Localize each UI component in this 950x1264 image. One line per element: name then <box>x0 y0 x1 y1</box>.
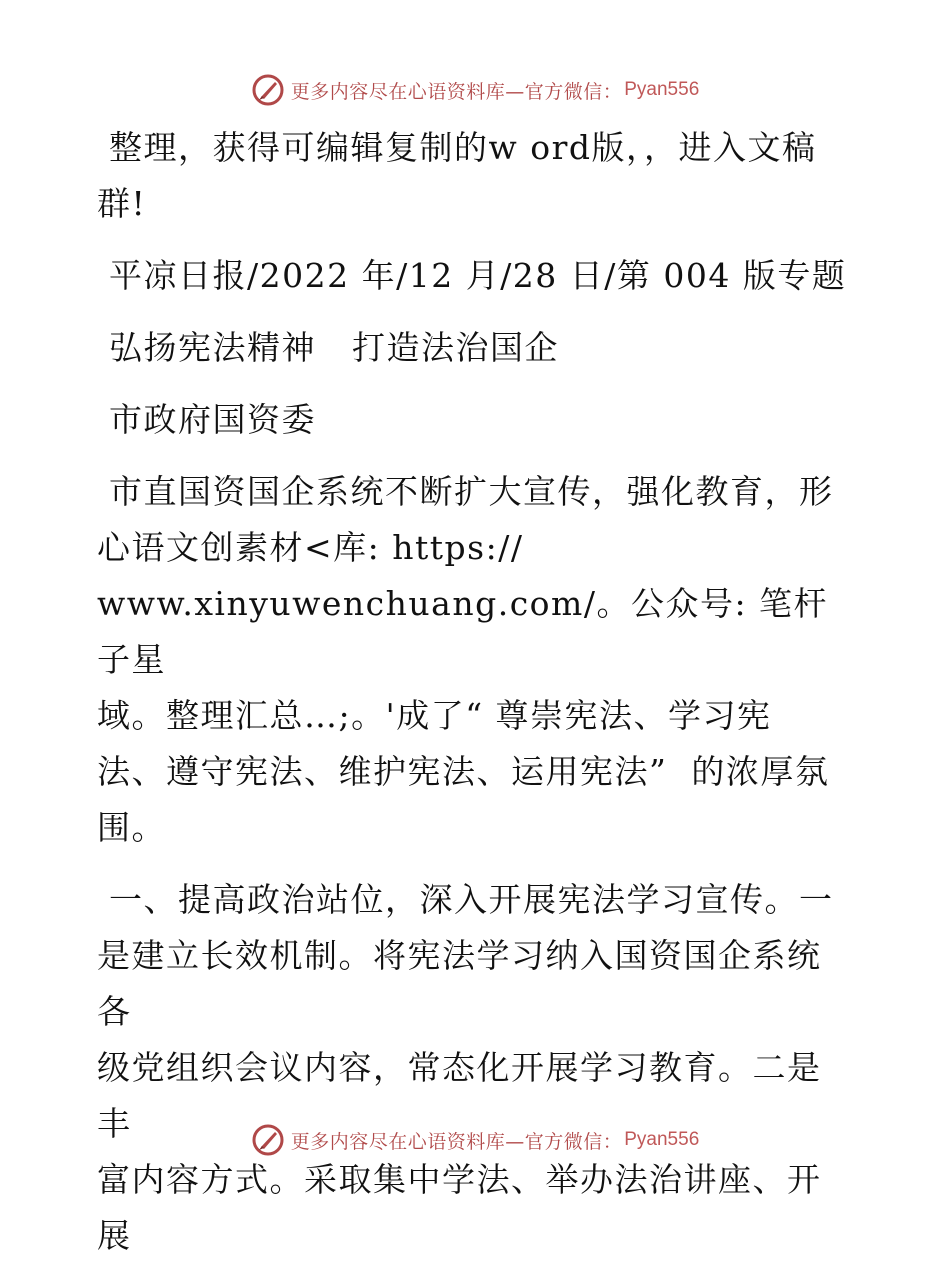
body-p3-line-1: 一、提高政治站位，深入开展宪法学习宣传。一 <box>109 880 834 919</box>
watermark-wechat-id: Pyan556 <box>624 79 700 100</box>
source-line: 平凉日报/2022 年/12 月/28 日/第 004 版专题 <box>109 256 847 295</box>
body-p3-line-3: 级党组织会议内容，常态化开展学习教育。二是丰 <box>97 1048 822 1143</box>
header-watermark <box>0 70 950 110</box>
watermark-text: 更多内容尽在心语资料库—官方微信： <box>290 1130 623 1153</box>
body-p2-line-6: 围。 <box>97 808 166 847</box>
body-p2-line-3: www.xinyuwenchuang.com/。公众号: 笔杆子星 <box>97 584 829 679</box>
body-p3-line-2: 是建立长效机制。将宪法学习纳入国资国企系统各 <box>97 936 822 1031</box>
intro-line-2: 群! <box>97 184 147 223</box>
body-p2-line-1: 市直国资国企系统不断扩大宣传，强化教育，形 <box>109 472 834 511</box>
article-headline: 弘扬宪法精神 打造法治国企 <box>109 328 559 367</box>
quill-logo-icon <box>251 73 285 107</box>
body-p2-line-4: 域。整理汇总…;。'成了“ 尊崇宪法、学习宪 <box>97 696 772 735</box>
quill-logo-icon <box>251 1123 285 1157</box>
watermark-wechat-id: Pyan556 <box>624 1129 700 1150</box>
footer-watermark <box>0 1120 950 1160</box>
article-author: 市政府国资委 <box>109 400 316 439</box>
watermark-text: 更多内容尽在心语资料库—官方微信： <box>290 80 623 103</box>
body-p2-line-5: 法、遵守宪法、维护宪法、运用宪法” 的浓厚氛 <box>97 752 830 791</box>
body-p2-line-2: 心语文创素材<库: https:// <box>97 528 524 567</box>
intro-line-1: 整理，获得可编辑复制的w ord版，，进入文稿 <box>109 128 817 167</box>
body-p3-line-4: 富内容方式。采取集中学法、举办法治讲座、开展 <box>97 1160 822 1255</box>
document-body <box>97 120 853 1264</box>
